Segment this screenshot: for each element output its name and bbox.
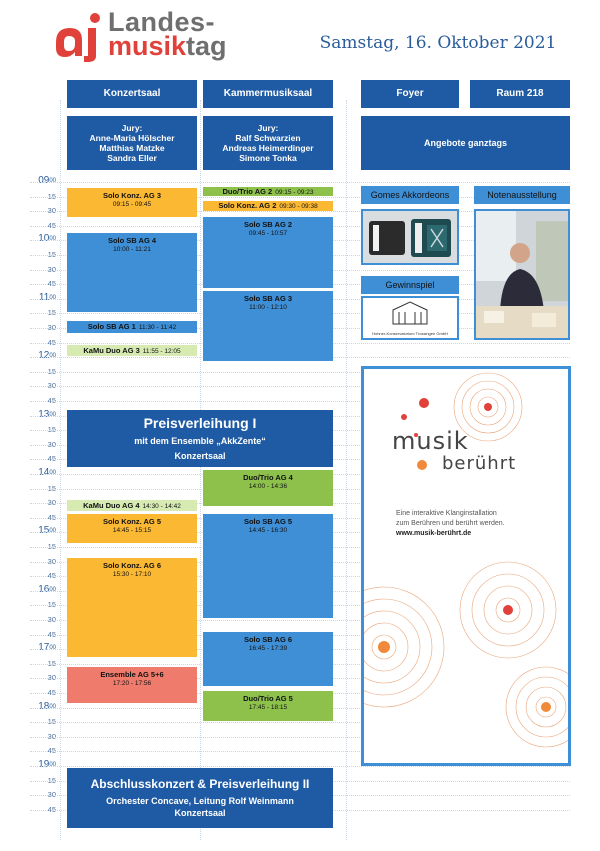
preisverleihung-1[interactable] [67, 410, 333, 467]
poster-url[interactable]: www.musik-berührt.de [396, 530, 472, 537]
session-time: 14:00 - 14:36 [248, 483, 288, 490]
poster-word-musik: musik [392, 427, 469, 455]
time-label-quarter: 45 [47, 746, 56, 755]
session-time: 14:45 - 15:15 [112, 527, 152, 534]
session-name: Ensemble AG 5+6 [100, 670, 164, 679]
jury-title: Jury: [121, 123, 143, 133]
logo-mark-icon [52, 12, 104, 62]
time-label-minutes: 00 [49, 295, 56, 301]
session-name: KaMu Duo AG 3 [83, 346, 140, 355]
time-label-minutes: 00 [49, 412, 56, 418]
time-label-hour: $11^{00}$ [38, 292, 56, 303]
time-label-hour: $12^{00}$ [38, 350, 56, 361]
notenausstellung-label: Notenausstellung [474, 186, 570, 204]
abschluss-place: Konzertsaal [174, 808, 226, 818]
session-name: Solo Konz. AG 2 [218, 201, 277, 210]
session-time: 11:00 - 12:10 [249, 304, 287, 311]
time-label-hour: $14^{00}$ [38, 467, 56, 478]
session-solo-sb-ag2[interactable] [203, 217, 333, 288]
time-label-minutes: 00 [49, 704, 56, 710]
time-label-minutes: 00 [49, 528, 56, 534]
accordion-photo [361, 209, 459, 265]
poster-word-beruehrt: berührt [442, 453, 517, 474]
session-solo-konz-ag6[interactable] [67, 558, 197, 657]
time-label-quarter: 30 [47, 557, 56, 566]
time-label-hour: $17^{00}$ [38, 642, 56, 653]
session-time: 16:45 - 17:39 [248, 645, 288, 652]
brand-line2: musiktag [108, 31, 227, 61]
session-duo-trio-ag2[interactable] [203, 187, 333, 196]
time-label-minutes: 00 [49, 645, 56, 651]
preisverleihung-sub: mit dem Ensemble „AkkZente“ [134, 436, 266, 446]
building-logo-icon [363, 298, 457, 326]
time-label-quarter: 30 [47, 206, 56, 215]
session-name: Solo SB AG 2 [243, 220, 293, 229]
session-time: 11:30 - 11:42 [138, 324, 177, 331]
time-label-hour: $18^{00}$ [38, 701, 56, 712]
time-label-quarter: 15 [47, 542, 56, 551]
time-label-quarter: 45 [47, 279, 56, 288]
time-label-quarter: 30 [47, 615, 56, 624]
session-time: 14:30 - 14:42 [142, 503, 181, 510]
session-name: Solo SB AG 6 [243, 635, 293, 644]
session-solo-sb-ag4[interactable] [67, 233, 197, 312]
time-label-quarter: 45 [47, 688, 56, 697]
time-label-quarter: 45 [47, 630, 56, 639]
preisverleihung-title: Preisverleihung I [143, 415, 257, 431]
musik-beruehrt-poster [361, 366, 571, 766]
time-label-minutes: 00 [49, 470, 56, 476]
time-label-minutes: 00 [49, 587, 56, 593]
time-label-quarter: 15 [47, 484, 56, 493]
session-time: 10:00 - 11:21 [113, 246, 151, 253]
poster-line1: Eine interaktive Klanginstallation [396, 510, 497, 517]
session-time: 09:45 - 10:57 [248, 230, 288, 237]
session-name: Solo Konz. AG 3 [102, 191, 162, 200]
session-solo-konz-ag2[interactable] [203, 201, 333, 211]
sponsor-logo-box [361, 296, 459, 340]
session-name: Solo SB AG 4 [107, 236, 157, 245]
gomes-akkordeons-label: Gomes Akkordeons [361, 186, 459, 204]
accordion-image-icon [363, 211, 457, 263]
session-kamu-duo-ag3[interactable] [67, 345, 197, 356]
column-header-foyer: Foyer [361, 80, 459, 108]
time-label-quarter: 15 [47, 308, 56, 317]
brand-line1: Landes- [108, 7, 216, 37]
time-label-quarter: 15 [47, 659, 56, 668]
time-label-quarter: 30 [47, 732, 56, 741]
session-solo-sb-ag5[interactable] [203, 514, 333, 618]
session-solo-sb-ag1[interactable] [67, 321, 197, 333]
jury-member: Andreas Heimerdinger [222, 143, 314, 153]
session-name: Solo Konz. AG 5 [102, 517, 162, 526]
session-name: Solo SB AG 5 [243, 517, 293, 526]
session-time: 09:15 - 09:23 [275, 189, 314, 196]
time-label-quarter: 45 [47, 396, 56, 405]
time-label-quarter: 15 [47, 425, 56, 434]
jury-member: Matthias Matzke [99, 143, 165, 153]
jury-member: Simone Tonka [239, 153, 297, 163]
person-photo-icon [476, 211, 568, 338]
grid-hline [30, 766, 570, 767]
time-label-quarter: 45 [47, 571, 56, 580]
time-label-quarter: 30 [47, 323, 56, 332]
jury-member: Anne-Maria Hölscher [89, 133, 175, 143]
session-name: Solo SB AG 3 [243, 294, 293, 303]
jury-member: Ralf Schwarzien [235, 133, 301, 143]
time-label-minutes: 00 [49, 762, 56, 768]
brand-logo [108, 7, 227, 61]
column-header-konzertsaal: Konzertsaal [67, 80, 197, 108]
gewinnspiel-label: Gewinnspiel [361, 276, 459, 294]
session-time: 17:45 - 18:15 [248, 704, 288, 711]
column-header-kammermusiksaal: Kammermusiksaal [203, 80, 333, 108]
angebote-ganztags: Angebote ganztags [361, 116, 570, 170]
time-label-hour: $09^{00}$ [38, 175, 56, 186]
session-solo-sb-ag6[interactable] [203, 632, 333, 686]
time-label-quarter: 30 [47, 673, 56, 682]
session-time: 15:30 - 17:10 [112, 571, 152, 578]
session-time: 11:55 - 12:05 [142, 348, 181, 355]
session-kamu-duo-ag4[interactable] [67, 500, 197, 511]
column-header-raum-218: Raum 218 [470, 80, 570, 108]
session-duo-trio-ag5[interactable] [203, 691, 333, 721]
time-label-hour: $16^{00}$ [38, 584, 56, 595]
poster-line2: zum Berühren und berührt werden. [396, 520, 505, 527]
time-label-quarter: 30 [47, 265, 56, 274]
time-label-quarter: 30 [47, 381, 56, 390]
time-label-hour: $19^{00}$ [38, 759, 56, 770]
time-label-quarter: 45 [47, 454, 56, 463]
session-name: Duo/Trio AG 4 [243, 473, 293, 482]
session-solo-konz-ag5[interactable] [67, 514, 197, 543]
time-label-quarter: 45 [47, 338, 56, 347]
abschluss-title: Abschlusskonzert & Preisverleihung II [90, 777, 310, 791]
session-time: 14:45 - 16:30 [248, 527, 288, 534]
session-solo-sb-ag3[interactable] [203, 291, 333, 361]
time-label-quarter: 15 [47, 367, 56, 376]
jury-konzertsaal [67, 116, 197, 170]
session-solo-konz-ag3[interactable] [67, 188, 197, 217]
session-duo-trio-ag4[interactable] [203, 470, 333, 506]
poster-description [396, 509, 505, 539]
time-label-hour: $13^{00}$ [38, 409, 56, 420]
time-label-quarter: 15 [47, 250, 56, 259]
abschlusskonzert[interactable] [67, 768, 333, 828]
time-label-quarter: 15 [47, 600, 56, 609]
preisverleihung-place: Konzertsaal [174, 451, 226, 461]
session-name: Duo/Trio AG 2 [222, 187, 273, 196]
time-label-quarter: 15 [47, 776, 56, 785]
jury-kammermusiksaal [203, 116, 333, 170]
session-name: Solo SB AG 1 [87, 322, 136, 331]
session-name: KaMu Duo AG 4 [83, 501, 140, 510]
time-label-hour: $10^{00}$ [38, 233, 56, 244]
time-label-quarter: 15 [47, 192, 56, 201]
session-name: Duo/Trio AG 5 [243, 694, 293, 703]
page-date: Samstag, 16. Oktober 2021 [319, 33, 557, 53]
time-label-quarter: 15 [47, 717, 56, 726]
sponsor-name: Hohner-Konservatorium Trossingen GmbH [372, 331, 448, 336]
time-label-minutes: 00 [49, 178, 56, 184]
time-label-quarter: 30 [47, 790, 56, 799]
time-label-quarter: 30 [47, 440, 56, 449]
time-label-minutes: 00 [49, 236, 56, 242]
grid-hline [30, 182, 570, 183]
session-time: 17:20 - 17:56 [112, 680, 152, 687]
time-label-quarter: 45 [47, 513, 56, 522]
abschluss-sub: Orchester Concave, Leitung Rolf Weinmann [106, 796, 294, 806]
time-label-hour: $15^{00}$ [38, 525, 56, 536]
jury-member: Sandra Eller [107, 153, 157, 163]
time-label-minutes: 00 [49, 353, 56, 359]
notenausstellung-photo [474, 209, 570, 340]
jury-title: Jury: [257, 123, 279, 133]
time-label-quarter: 45 [47, 221, 56, 230]
session-time: 09:15 - 09:45 [112, 201, 152, 208]
time-label-quarter: 45 [47, 805, 56, 814]
session-name: Solo Konz. AG 6 [102, 561, 162, 570]
session-time: 09:30 - 09:38 [279, 203, 318, 210]
session-ensemble-ag56[interactable] [67, 667, 197, 703]
time-label-quarter: 30 [47, 498, 56, 507]
